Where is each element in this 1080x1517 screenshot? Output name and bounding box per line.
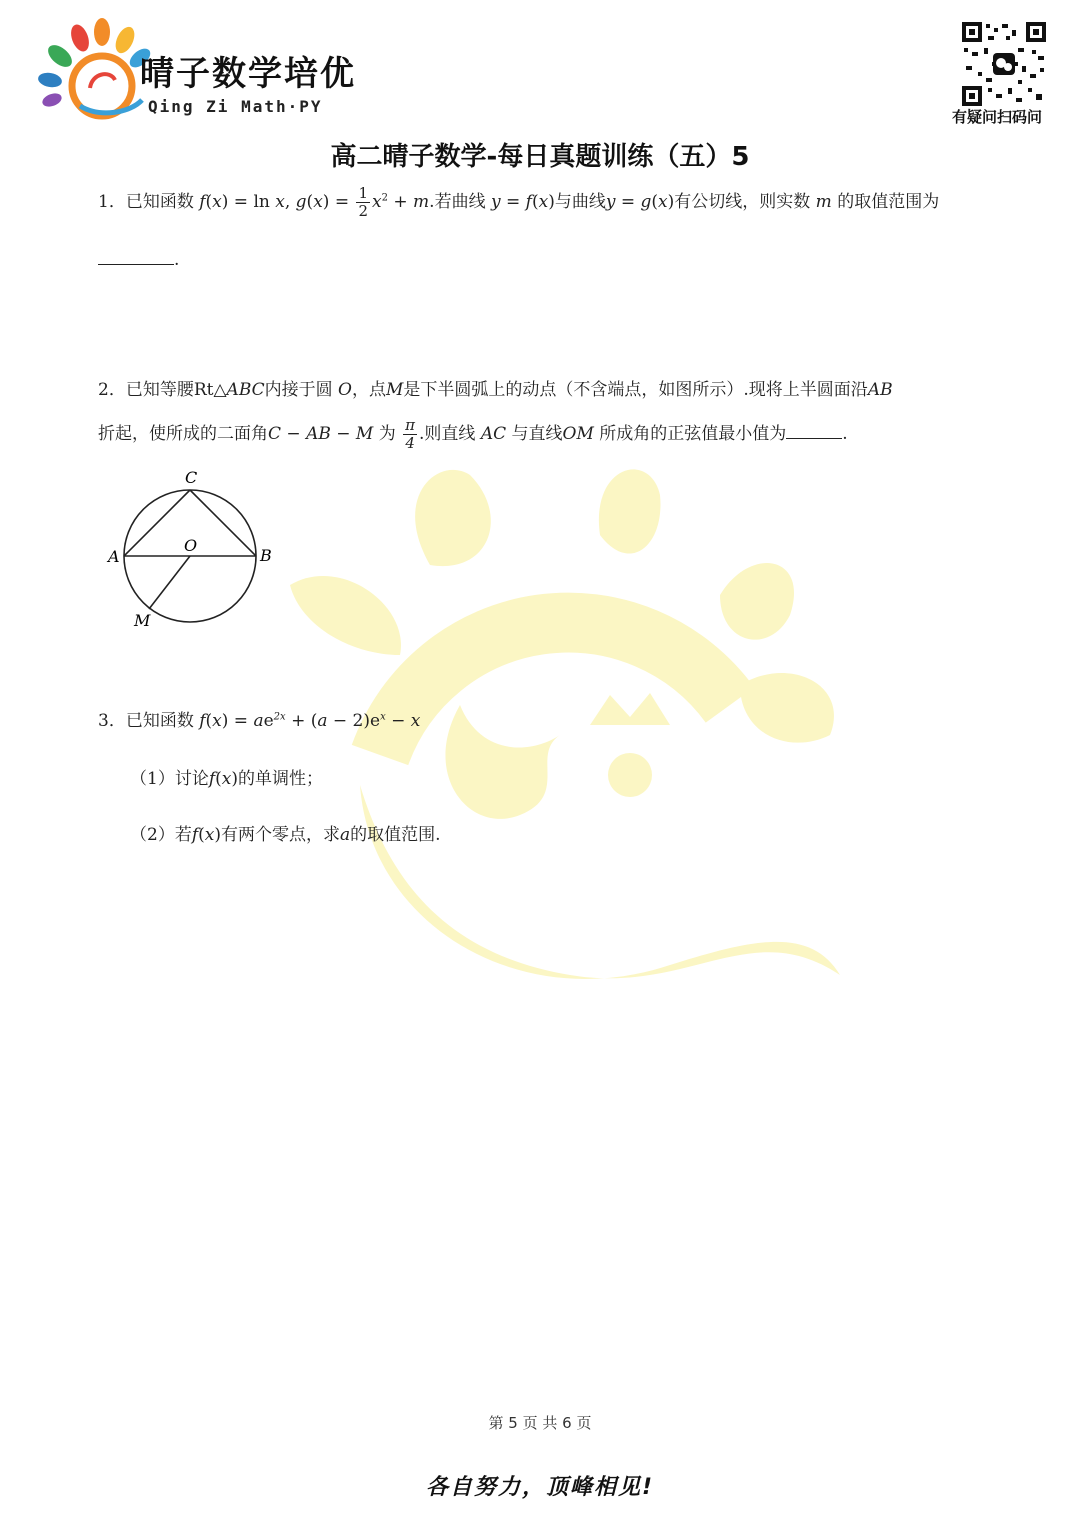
label-A: A — [108, 547, 120, 566]
fraction: $\frac{1}{2}$ — [358, 184, 369, 220]
circle-diagram — [100, 463, 290, 638]
answer-blank-1: . — [98, 250, 179, 270]
brand-name-english: Qing Zi Math·PY — [148, 97, 323, 116]
brand-name: 晴子数学培优 — [140, 54, 356, 94]
label-M: M — [134, 611, 151, 630]
label-C: C — [185, 468, 198, 487]
question-2: 2．已知等腰Rt△ABC内接于圆 O，点M是下半圆弧上的动点（不含端点，如图所示）.现将上半圆面沿AB — [98, 380, 893, 400]
question-2-line-2: 折起，使所成的二面角C − AB − M 为 $\frac{\pi}{4}$ .则直线 AC 与直线OM 所成角的正弦值最小值为 . — [98, 416, 848, 452]
fraction: $\frac{\pi}{4}$ — [405, 416, 416, 452]
question-3-part-1: （1）讨论f(x)的单调性； — [130, 769, 323, 789]
footer-slogan: 各自努力，顶峰相见! — [425, 1475, 655, 1500]
label-B: B — [260, 546, 272, 565]
question-1: 1．已知函数 f(x) = ln x, g(x) = $\frac{1}{2}$ $x^2 + m$.若曲线 y = f(x)与曲线y = g(x)有公切线，则实数 m 的取值范围为 — [98, 184, 940, 220]
watermark-logo — [270, 455, 860, 1015]
question-3-part-2: （2）若f(x)有两个零点，求a的取值范围. — [130, 825, 441, 845]
page-title: 高二晴子数学-每日真题训练（五）5 — [330, 142, 750, 172]
question-number: 3． — [98, 711, 126, 731]
label-O: O — [184, 536, 198, 555]
question-number: 1． — [98, 192, 126, 212]
qr-caption: 有疑问扫码问 — [952, 108, 1043, 126]
question-number: 2． — [98, 380, 126, 400]
question-3: 3．已知函数 $f(x) = ae^{2x} + (a - 2)e^x - x$ — [98, 711, 421, 731]
qr-code-icon — [962, 22, 1046, 106]
page-number: 第 5 页 共 6 页 — [488, 1414, 592, 1432]
